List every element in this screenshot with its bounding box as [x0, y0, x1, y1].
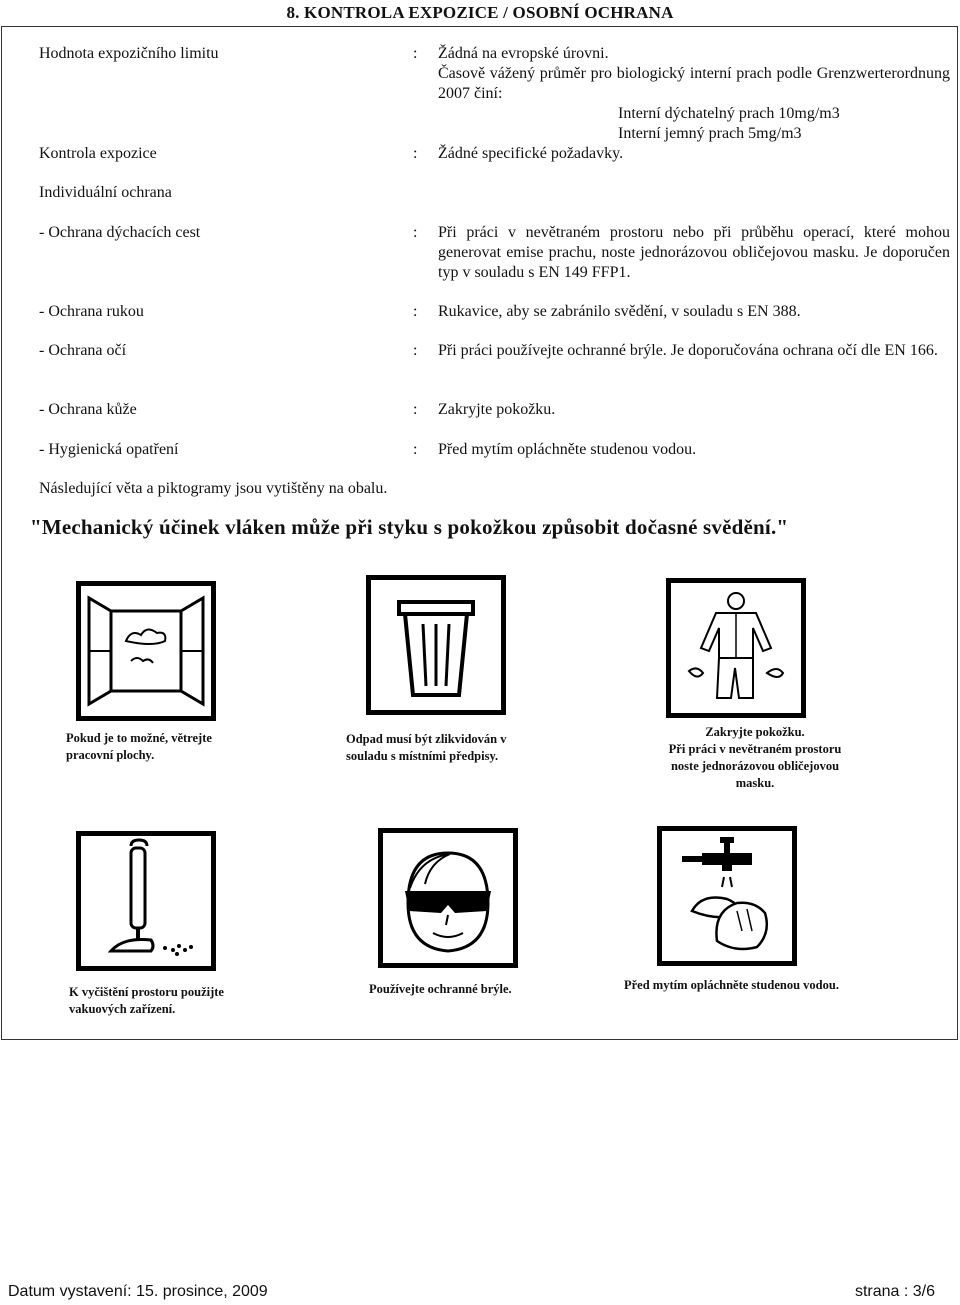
skin-protection-value: Zakryjte pokožku.	[438, 401, 556, 418]
hygiene-measures-colon: :	[413, 441, 418, 458]
protective-suit-icon	[666, 578, 806, 718]
vacuum-cleaner-icon	[76, 831, 216, 971]
hygiene-measures-value: Před mytím opláchněte studenou vodou.	[438, 441, 697, 458]
packaging-note: Následující věta a piktogramy jsou vytištěny na obalu.	[39, 480, 388, 497]
exposure-limit-value: Žádná na evropské úrovni.	[438, 45, 609, 62]
eye-protection-value: Při práci používejte ochranné brýle. Je doporučována ochrana očí dle EN 166.	[438, 342, 938, 359]
hand-protection-value: Rukavice, aby se zabránilo svědění, v souladu s EN 388.	[438, 303, 801, 320]
exposure-limit-colon: :	[413, 45, 418, 62]
safety-goggles-icon	[378, 828, 518, 968]
individual-protection-heading: Individuální ochrana	[39, 184, 172, 201]
issue-date: Datum vystavení: 15. prosince, 2009	[8, 1283, 268, 1300]
hand-protection-colon: :	[413, 303, 418, 320]
exposure-control-label: Kontrola expozice	[39, 145, 157, 162]
pictogram-caption-cover-skin: Zakryjte pokožku. Při práci v nevětraném prostoru noste jednorázovou obličejovou masku.	[668, 725, 842, 790]
trash-bin-icon	[366, 575, 506, 715]
respiratory-protection-label: - Ochrana dýchacích cest	[39, 224, 201, 241]
open-window-icon	[76, 581, 216, 721]
exposure-limit-label: Hodnota expozičního limitu	[39, 45, 219, 62]
hand-protection-label: - Ochrana rukou	[39, 303, 144, 320]
skin-protection-colon: :	[413, 401, 418, 418]
pictogram-caption-goggles: Používejte ochranné brýle.	[369, 982, 512, 996]
exposure-limit-fine: Interní jemný prach 5mg/m3	[618, 125, 802, 142]
section-title: 8. KONTROLA EXPOZICE / OSOBNÍ OCHRANA	[286, 3, 674, 22]
pictogram-caption-rinse: Před mytím opláchněte studenou vodou.	[624, 978, 839, 992]
pictogram-caption-vacuum: K vyčištění prostoru použijte vakuových zařízení.	[69, 985, 224, 1016]
exposure-limit-extra: Časově vážený průměr pro biologický interní prach podle Grenzwerterordnung 2007 činí:	[438, 65, 950, 102]
respiratory-protection-colon: :	[413, 224, 418, 241]
exposure-control-colon: :	[413, 145, 418, 162]
page-number: strana : 3/6	[854, 1283, 935, 1300]
exposure-control-value: Žádné specifické požadavky.	[438, 145, 624, 162]
skin-protection-label: - Ochrana kůže	[39, 401, 137, 418]
respiratory-protection-value: Při práci v nevětraném prostoru nebo při průběhu operací, které mohou generovat emise prachu, noste jednorázovou obličejovou masku. Je doporučen typ v souladu s EN 149 FFP1.	[438, 224, 950, 281]
eye-protection-label: - Ochrana očí	[39, 342, 127, 359]
exposure-limit-respirable: Interní dýchatelný prach 10mg/m3	[618, 105, 840, 122]
pictogram-caption-ventilate: Pokud je to možné, větrejte pracovní plochy.	[66, 731, 212, 762]
pictogram-caption-waste: Odpad musí být zlikvidován v souladu s místními předpisy.	[346, 732, 507, 763]
eye-protection-colon: :	[413, 342, 418, 359]
hygiene-measures-label: - Hygienická opatření	[39, 441, 179, 458]
warning-statement: "Mechanický účinek vláken může při styku s pokožkou způsobit dočasné svědění."	[30, 515, 789, 539]
hand-washing-icon	[657, 826, 797, 966]
